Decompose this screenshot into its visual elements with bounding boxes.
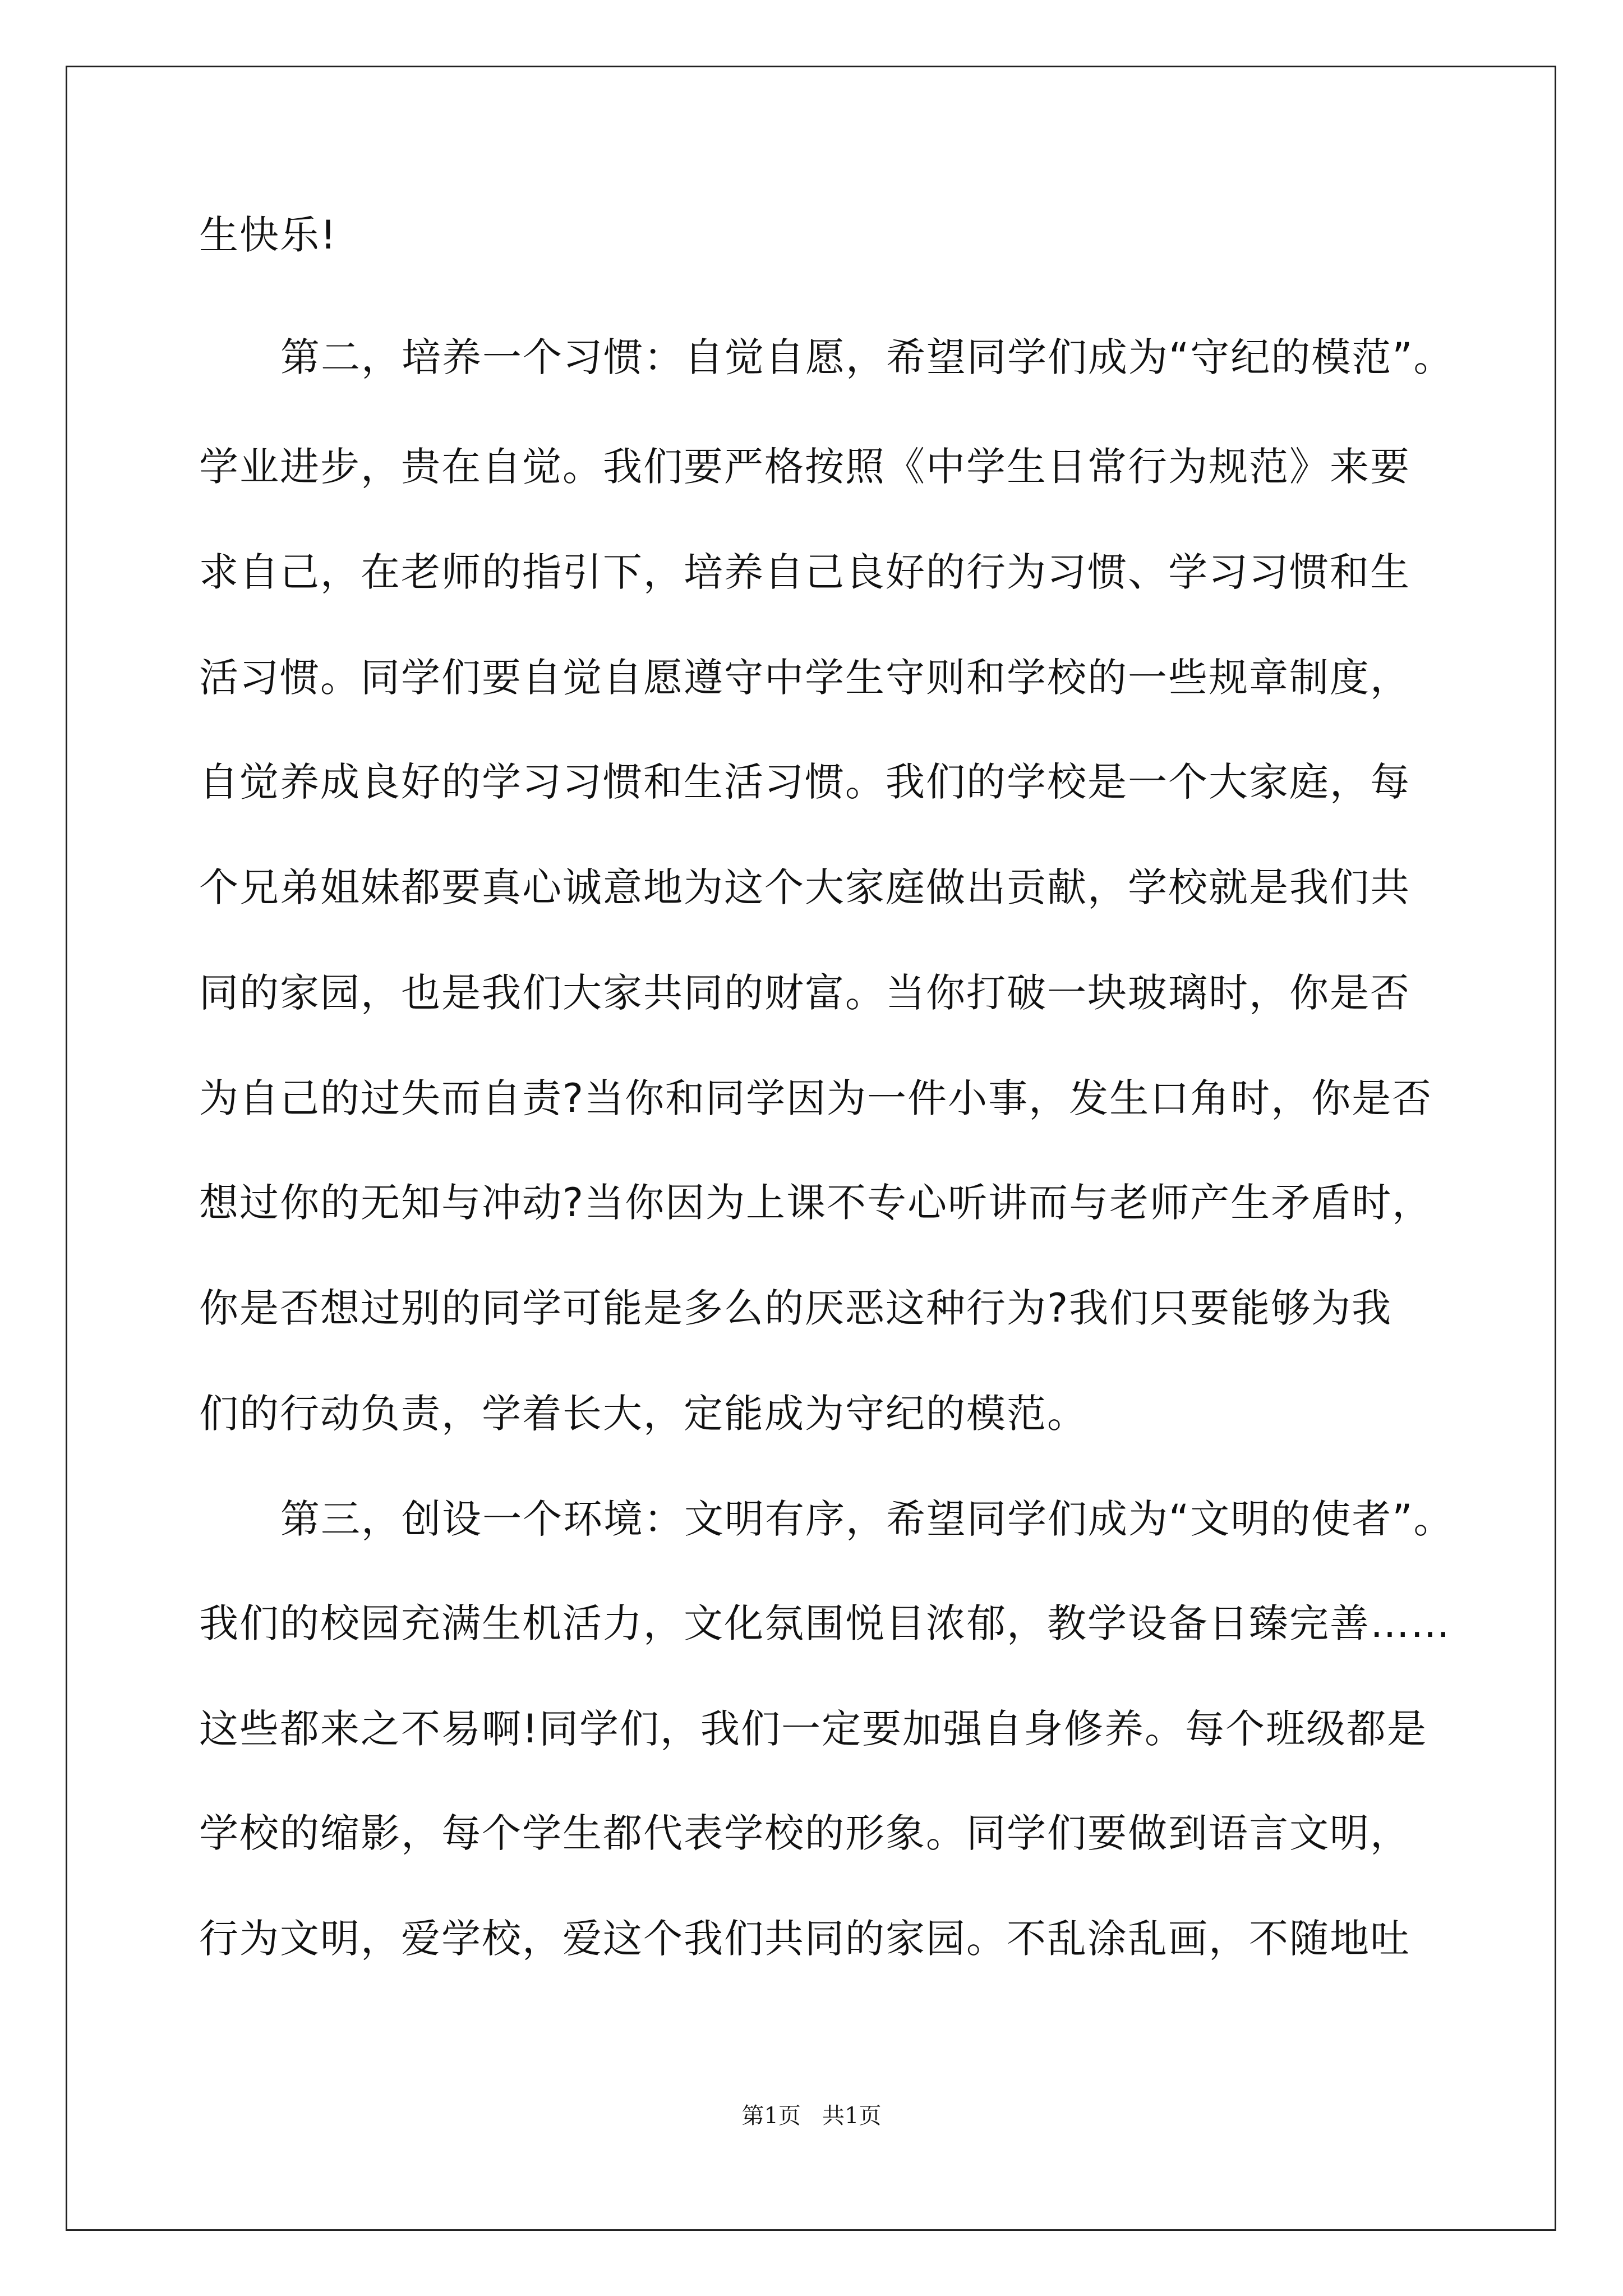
text-line-5: 活习惯。同学们要自觉自愿遵守中学生守则和学校的一些规章制度， <box>199 655 1410 701</box>
text-line-14: 我们的校园充满生机活力，文化氛围悦目浓郁，教学设备日臻完善…… <box>199 1600 1451 1646</box>
text-line-4: 求自己，在老师的指引下，培养自己良好的行为习惯、学习习惯和生 <box>199 549 1410 595</box>
text-line-12: 们的行动负责，学着长大，定能成为守纪的模范。 <box>199 1391 1087 1437</box>
page-border <box>66 66 1556 2231</box>
text-line-1: 生快乐! <box>199 212 338 258</box>
text-line-8: 同的家园，也是我们大家共同的财富。当你打破一块玻璃时，你是否 <box>199 970 1410 1016</box>
text-line-17: 行为文明，爱学校，爱这个我们共同的家园。不乱涂乱画，不随地吐 <box>199 1916 1410 1962</box>
text-line-16: 学校的缩影，每个学生都代表学校的形象。同学们要做到语言文明， <box>199 1810 1410 1856</box>
text-line-11: 你是否想过别的同学可能是多么的厌恶这种行为?我们只要能够为我 <box>199 1285 1393 1331</box>
paragraph-3-line-1: 第三，创设一个环境：文明有序，希望同学们成为“文明的使者”。 <box>280 1496 1454 1542</box>
text-line-3: 学业进步，贵在自觉。我们要严格按照《中学生日常行为规范》来要 <box>199 444 1410 490</box>
text-line-9: 为自己的过失而自责?当你和同学因为一件小事，发生口角时，你是否 <box>199 1075 1433 1121</box>
text-line-7: 个兄弟姐妹都要真心诚意地为这个大家庭做出贡献，学校就是我们共 <box>199 864 1410 910</box>
paragraph-2-line-1: 第二，培养一个习惯：自觉自愿，希望同学们成为“守纪的模范”。 <box>280 334 1454 380</box>
text-line-10: 想过你的无知与冲动?当你因为上课不专心听讲而与老师产生矛盾时， <box>199 1180 1433 1226</box>
text-line-6: 自觉养成良好的学习习惯和生活习惯。我们的学校是一个大家庭，每 <box>199 759 1410 805</box>
text-line-15: 这些都来之不易啊!同学们，我们一定要加强自身修养。每个班级都是 <box>199 1706 1428 1752</box>
page-number-footer: 第1页 共1页 <box>741 2103 882 2129</box>
